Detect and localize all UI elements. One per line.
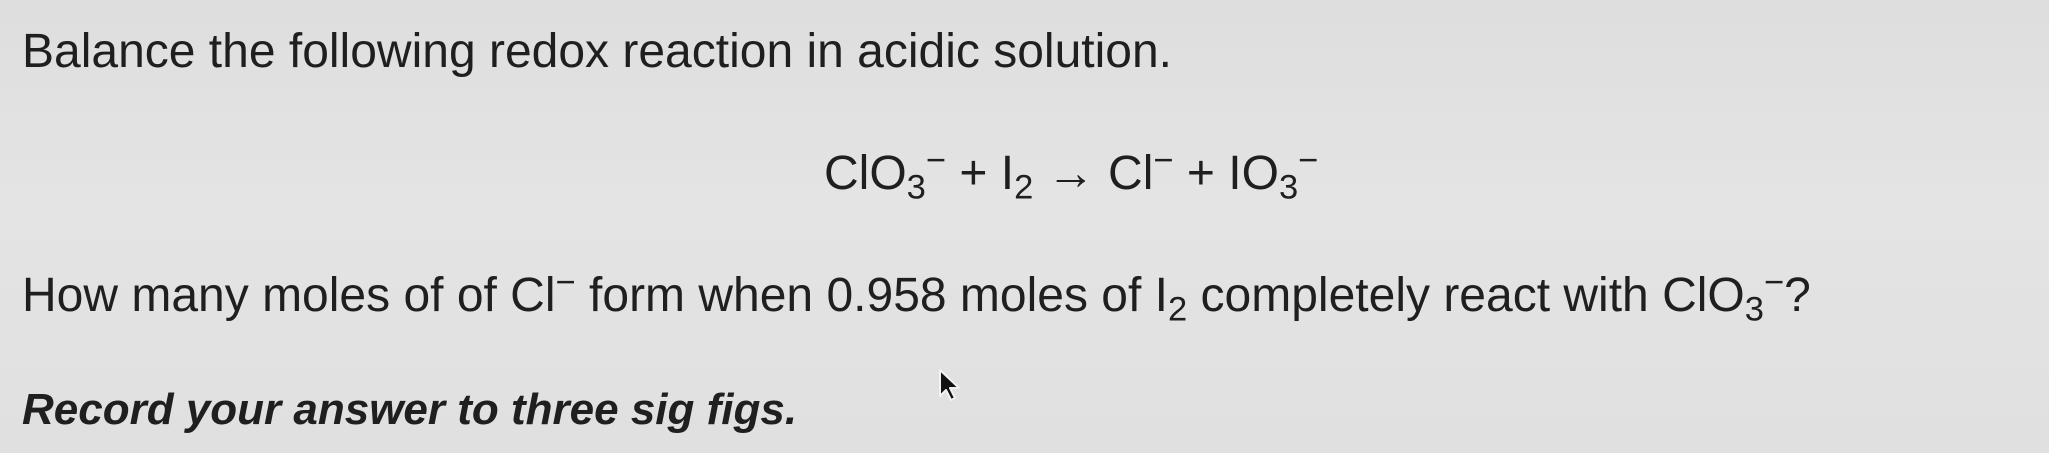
question-text: How many moles of of Cl− form when 0.958 moles of $I_2$ completely react with ClO$_3$−? — [22, 263, 1811, 329]
mouse-pointer-icon — [937, 368, 965, 402]
chemical-equation — [824, 141, 1319, 207]
product-iodate: $IO_3^-$ — [1228, 141, 1319, 207]
product-chloride: Cl− — [1108, 141, 1174, 200]
instruction-text: Balance the following redox reaction in acidic solution. — [22, 25, 1173, 78]
plus-sign: + — [1186, 147, 1215, 200]
plus-sign: + — [959, 147, 988, 200]
reactant-iodine: $I_2$ — [1000, 147, 1034, 207]
reaction-arrow: → — [1046, 147, 1095, 200]
instruction-note: Record your answer to three sig figs. — [22, 385, 798, 434]
reactant-chlorate: ClO$_3$− — [824, 141, 947, 207]
